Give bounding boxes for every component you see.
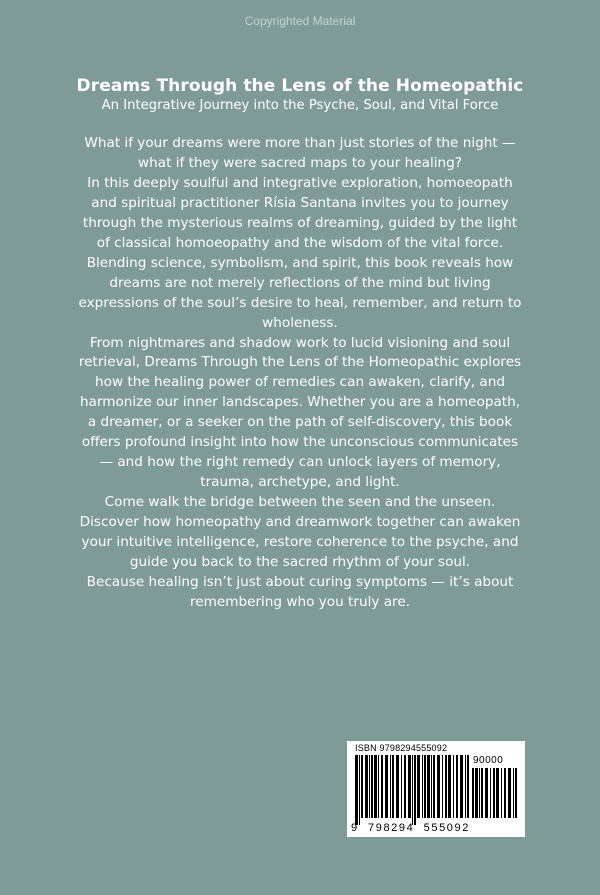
description-line: Come walk the bridge between the seen and the unseen.	[104, 494, 496, 511]
barcode-bar	[485, 768, 488, 818]
barcode-bar	[465, 755, 466, 818]
barcode-bar	[513, 768, 514, 818]
barcode-bar	[501, 768, 502, 818]
book-description	[28, 134, 572, 613]
barcode-bar	[437, 755, 440, 818]
isbn-label: ISBN 9798294555092	[355, 743, 448, 753]
description-line: guide you back to the sacred rhythm of your soul.	[129, 554, 471, 571]
barcode-bar	[445, 755, 447, 818]
description-line: remembering who you truly are.	[189, 593, 411, 610]
barcode-bar	[504, 768, 506, 818]
description-line: Because healing isn’t just about curing symptoms — it’s about	[86, 573, 514, 590]
barcode-bar	[378, 755, 379, 818]
description-line: expressions of the soul’s desire to heal, remember, and return to	[78, 294, 522, 311]
isbn-barcode	[347, 741, 525, 837]
barcode-bar	[453, 755, 454, 818]
barcode-bar	[355, 755, 358, 825]
book-subtitle: An Integrative Journey into the Psyche, Soul, and Vital Force	[101, 98, 499, 113]
barcode-bar	[371, 755, 373, 818]
barcode-bar	[408, 755, 411, 818]
barcode-digits: 9 798294 555092	[351, 822, 470, 834]
barcode-bar	[390, 755, 391, 818]
barcode-bar	[369, 755, 370, 818]
description-line: From nightmares and shadow work to lucid visioning and soul	[89, 334, 511, 351]
description-line: harmonize our inner landscapes. Whether you are a homeopath,	[79, 394, 521, 411]
price-addon-number: 90000	[473, 755, 504, 766]
description-line: how the healing power of remedies can awaken, clarify, and	[95, 374, 505, 391]
barcode-bar	[493, 768, 495, 818]
description-line: Discover how homeopathy and dreamwork together can awaken	[79, 514, 521, 531]
barcode-bar	[422, 755, 423, 818]
barcode-bar	[396, 755, 399, 818]
barcode-bar	[456, 755, 458, 818]
barcode-bar	[401, 755, 402, 818]
description-line: what if they were sacred maps to your healing?	[138, 154, 462, 171]
barcode-bar	[424, 755, 426, 818]
barcode-bar	[433, 755, 435, 818]
description-line: — and how the right remedy can unlock layers of memory,	[99, 454, 501, 471]
book-title: Dreams Through the Lens of the Homeopathic	[76, 76, 524, 96]
description-line: of classical homoeopathy and the wisdom of the vital force.	[96, 234, 504, 251]
barcode-bar	[431, 755, 432, 818]
barcode-bar	[472, 768, 474, 818]
description-line: trauma, archetype, and light.	[200, 474, 400, 491]
barcode-bar	[427, 755, 430, 818]
description-line: your intuitive intelligence, restore coherence to the psyche, and	[81, 534, 519, 551]
description-line: Blending science, symbolism, and spirit, this book reveals how	[86, 254, 514, 271]
addon-barcode-bars	[472, 768, 520, 825]
barcode-bar	[392, 755, 394, 818]
barcode-bar	[515, 768, 517, 818]
description-line: What if your dreams were more than just stories of the night —	[84, 135, 516, 151]
barcode-bar	[475, 768, 478, 818]
barcode-bar	[417, 755, 420, 818]
barcode-bar	[508, 768, 511, 818]
barcode-bar	[404, 755, 406, 818]
barcode-bar	[381, 755, 383, 818]
barcode-bar	[361, 755, 363, 818]
barcode-bar	[490, 768, 491, 818]
description-line: retrieval, Dreams Through the Lens of the Homeopathic explores	[78, 354, 522, 371]
barcode-bar	[359, 755, 360, 825]
description-line: offers profound insight into how the unconscious communicates	[81, 434, 519, 451]
description-line: In this deeply soulful and integrative exploration, homoeopath	[87, 174, 513, 191]
barcode-bar	[442, 755, 443, 818]
barcode-bar	[496, 768, 499, 818]
copyright-watermark: Copyrighted Material	[244, 14, 356, 28]
description-line: dreams are not merely reflections of the mind but living	[109, 274, 491, 291]
description-line: through the mysterious realms of dreaming, guided by the light	[82, 214, 518, 231]
barcode-bar	[481, 768, 483, 818]
description-line: a dreamer, or a seeker on the path of self-discovery, this book	[87, 414, 513, 431]
barcode-bar	[448, 755, 451, 818]
barcode-bar	[414, 755, 416, 825]
barcode-bar	[479, 768, 480, 818]
barcode-bars	[355, 755, 469, 825]
description-line: and spiritual practitioner Rísia Santana invites you to journey	[91, 194, 509, 211]
barcode-bar	[467, 755, 469, 818]
barcode-bar	[374, 755, 377, 818]
barcode-bar	[385, 755, 388, 818]
barcode-bar	[412, 755, 413, 825]
barcode-bar	[365, 755, 368, 818]
description-line: wholeness.	[262, 314, 338, 331]
barcode-bar	[460, 755, 463, 818]
